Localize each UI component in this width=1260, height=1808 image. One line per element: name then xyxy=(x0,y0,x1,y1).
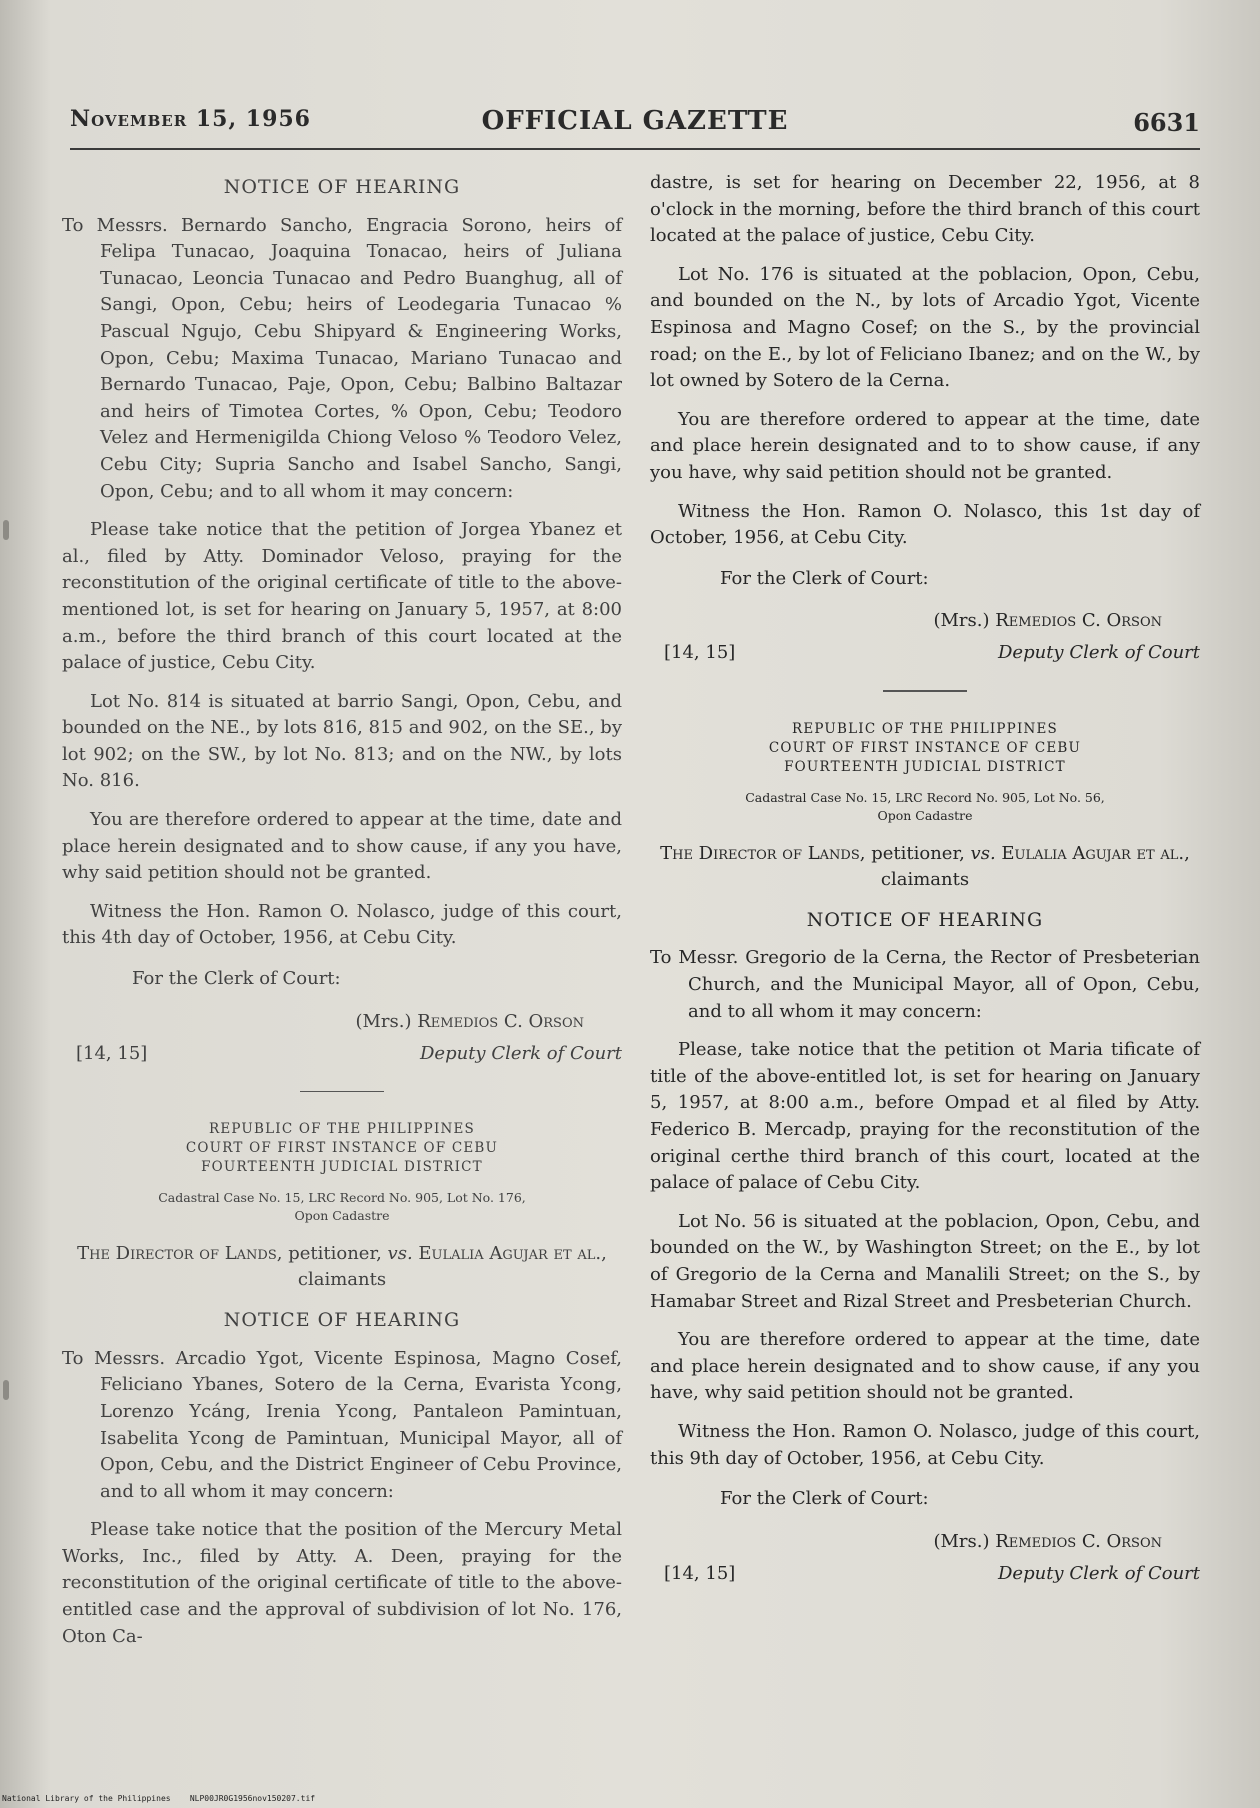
signatory xyxy=(933,1529,1162,1556)
signatory xyxy=(355,1009,584,1036)
case-line: Opon Cadastre xyxy=(877,807,973,823)
header-rule xyxy=(70,148,1200,150)
notice-heading: NOTICE OF HEARING xyxy=(806,908,1044,931)
notice-paragraph: Please take notice that the petition of Jorgea Ybanez et al., filed by Atty. Dominador Veloso, praying for the reconstitution of the original certificate of title to the above-mentioned lot, is set for hearing on January 5, 1957, at 8:00 a.m., before the third branch of this court located at the palace of justice, Cebu City. xyxy=(62,519,622,674)
notice-addressee: To Messrs. Bernardo Sancho, Engracia Sorono, heirs of Felipa Tunacao, Joaquina Tonacao, heirs of Juliana Tunacao, Leoncia Tunacao and Pedro Buanghug, all of Sangi, Opon, Cebu; heirs of Leodegaria Tunacao % Pascual Ngujo, Cebu Shipyard & Engineering Works, Opon, Cebu; Maxima Tunacao, Mariano Tunacao and Bernardo Tunacao, Paje, Opon, Cebu; Balbino Baltazar and heirs of Timotea Cortes, % Opon, Cebu; Teodoro Velez and Hermenigilda Chiong Veloso % Teodoro Velez, Cebu City; Supria Sancho and Isabel Sancho, Sangi, Opon, Cebu; and to all whom it may concern: xyxy=(62,214,622,502)
publication-dates: [14, 15] xyxy=(664,1562,736,1584)
signatory-title: Deputy Clerk of Court xyxy=(998,642,1200,664)
left-column xyxy=(62,170,622,1662)
notice-paragraph: Lot No. 814 is situated at barrio Sangi, Opon, Cebu, and bounded on the NE., by lots 816, 815 and 902, on the SE., by lot 902; on the SW., by lot No. 813; and on the NW., by lots No. 816. xyxy=(62,690,622,792)
court-line: FOURTEENTH JUDICIAL DISTRICT xyxy=(201,1159,483,1176)
court-header xyxy=(650,720,1200,777)
versus: vs. xyxy=(970,842,996,864)
claimant: Eulalia Agujar et al., xyxy=(418,1243,607,1265)
notice-paragraph: You are therefore ordered to appear at the time, date and place herein designated and to to show cause, if any you have, why said petition should not be granted. xyxy=(650,408,1200,483)
publication-title: OFFICIAL GAZETTE xyxy=(481,106,789,136)
notice-addressee: To Messrs. Arcadio Ygot, Vicente Espinosa, Magno Cosef, Feliciano Ybanes, Sotero de la Cerna, Evarista Ycong, Lorenzo Ycáng, Irenia Ycong, Pantaleon Pamintuan, Isabelita Ycong de Pamintuan, Municipal Mayor, all of Opon, Cebu, and the District Engineer of Cebu Province, and to all whom it may concern: xyxy=(62,1347,622,1502)
section-separator xyxy=(300,1091,384,1093)
signatory-name: Remedios C. Orson xyxy=(995,610,1162,632)
notice-paragraph: Please, take notice that the petition ot Maria tificate of title of the above-entitled lot, is set for hearing on January 5, 1957, at 8:00 a.m., before Ompad et al filed by Atty. Federico B. Mercadp, praying for the reconstitution of the original certhe third branch of this court, located at the palace of palace of Cebu City. xyxy=(650,1039,1200,1194)
notice-heading: NOTICE OF HEARING xyxy=(223,1309,461,1332)
petitioner-role: petitioner, xyxy=(871,842,965,864)
notice-paragraph: Witness the Hon. Ramon O. Nolasco, this 1st day of October, 1956, at Cebu City. xyxy=(650,500,1200,549)
court-line: COURT OF FIRST INSTANCE OF CEBU xyxy=(185,1140,499,1157)
notice-paragraph: Lot No. 176 is situated at the poblacion, Opon, Cebu, and bounded on the N., by lots of Arcadio Ygot, Vicente Espinosa and Magno Cosef; on the S., by the provincial road; on the E., by lot of Feliciano Ibanez; and on the W., by lot owned by Sotero de la Cerna. xyxy=(650,263,1200,392)
signatory-title: Deputy Clerk of Court xyxy=(998,1562,1200,1584)
case-line: Cadastral Case No. 15, LRC Record No. 905, Lot No. 176, xyxy=(158,1190,526,1206)
claimant-role: claimants xyxy=(880,868,970,890)
for-clerk-line: For the Clerk of Court: xyxy=(720,567,929,589)
for-clerk-line: For the Clerk of Court: xyxy=(720,1488,929,1510)
notice-paragraph: Witness the Hon. Ramon O. Nolasco, judge of this court, this 4th day of October, 1956, at Cebu City. xyxy=(62,900,622,949)
claimant-role: claimants xyxy=(297,1269,387,1291)
notice-addressee: To Messr. Gregorio de la Cerna, the Rector of Presbeterian Church, and the Municipal Mayor, all of Opon, Cebu, and to all whom it may concern: xyxy=(650,947,1200,1022)
scan-artifact xyxy=(3,520,9,540)
signatory-name: Remedios C. Orson xyxy=(417,1010,584,1032)
court-header xyxy=(62,1120,622,1177)
section-separator xyxy=(883,690,967,692)
issue-date: November 15, 1956 xyxy=(70,106,311,132)
case-parties xyxy=(650,841,1200,893)
notice-heading: NOTICE OF HEARING xyxy=(223,176,461,198)
court-line: REPUBLIC OF THE PHILIPPINES xyxy=(208,1121,476,1138)
masthead xyxy=(70,102,1200,142)
petitioner: The Director of Lands, xyxy=(77,1243,283,1265)
signature-block xyxy=(650,608,1200,672)
court-line: COURT OF FIRST INSTANCE OF CEBU xyxy=(768,739,1082,756)
notice-paragraph: Lot No. 56 is situated at the poblacion, Opon, Cebu, and bounded on the W., by Washington Street; on the E., by lot of Gregorio de la Cerna and Manalili Street; on the S., by Hamabar Street and Rizal Street and Presbeterian Church. xyxy=(650,1210,1200,1312)
claimant: Eulalia Agujar et al., xyxy=(1001,842,1190,864)
signatory-name: Remedios C. Orson xyxy=(995,1530,1162,1552)
case-line: Opon Cadastre xyxy=(294,1208,390,1224)
petitioner-role: petitioner, xyxy=(288,1243,382,1265)
notice-paragraph: You are therefore ordered to appear at the time, date and place herein designated and to show cause, if any you have, why said petition should not be granted. xyxy=(650,1329,1200,1404)
library-credit: National Library of the Philippines xyxy=(2,1794,171,1803)
case-line: Cadastral Case No. 15, LRC Record No. 905, Lot No. 56, xyxy=(745,789,1105,805)
notice-paragraph: Witness the Hon. Ramon O. Nolasco, judge of this court, this 9th day of October, 1956, at Cebu City. xyxy=(650,1420,1200,1469)
page-number: 6631 xyxy=(1133,108,1200,137)
scan-artifact xyxy=(3,1380,9,1400)
notice-paragraph: You are therefore ordered to appear at the time, date and place herein designated and to show cause, if any you have, why said petition should not be granted. xyxy=(62,809,622,884)
notice-paragraph: Please take notice that the position of the Mercury Metal Works, Inc., filed by Atty. A. Deen, praying for the reconstitution of the original certificate of title to the above-entitled case and the approval of subdivision of lot No. 176, Oton Ca- xyxy=(62,1519,622,1647)
versus: vs. xyxy=(387,1243,413,1265)
case-reference xyxy=(650,789,1200,825)
signatory xyxy=(933,608,1162,635)
signatory-prefix: (Mrs.) xyxy=(933,1530,990,1552)
signatory-prefix: (Mrs.) xyxy=(355,1010,412,1032)
case-parties xyxy=(62,1241,622,1293)
publication-dates: [14, 15] xyxy=(664,642,736,664)
court-line: REPUBLIC OF THE PHILIPPINES xyxy=(791,720,1059,737)
for-clerk-line: For the Clerk of Court: xyxy=(132,968,341,990)
case-reference xyxy=(62,1189,622,1225)
scan-footer xyxy=(2,1794,315,1803)
signatory-prefix: (Mrs.) xyxy=(933,610,990,632)
court-line: FOURTEENTH JUDICIAL DISTRICT xyxy=(784,758,1066,775)
signature-block xyxy=(650,1529,1200,1593)
petitioner: The Director of Lands, xyxy=(660,842,866,864)
notice-paragraph: dastre, is set for hearing on December 22, 1956, at 8 o'clock in the morning, before the third branch of this court located at the palace of justice, Cebu City. xyxy=(650,172,1200,247)
signatory-title: Deputy Clerk of Court xyxy=(420,1042,622,1064)
scan-filename: NLP00JR0G1956nov150207.tif xyxy=(189,1794,316,1803)
signature-block xyxy=(62,1009,622,1073)
right-column xyxy=(650,170,1200,1611)
publication-dates: [14, 15] xyxy=(76,1042,148,1064)
